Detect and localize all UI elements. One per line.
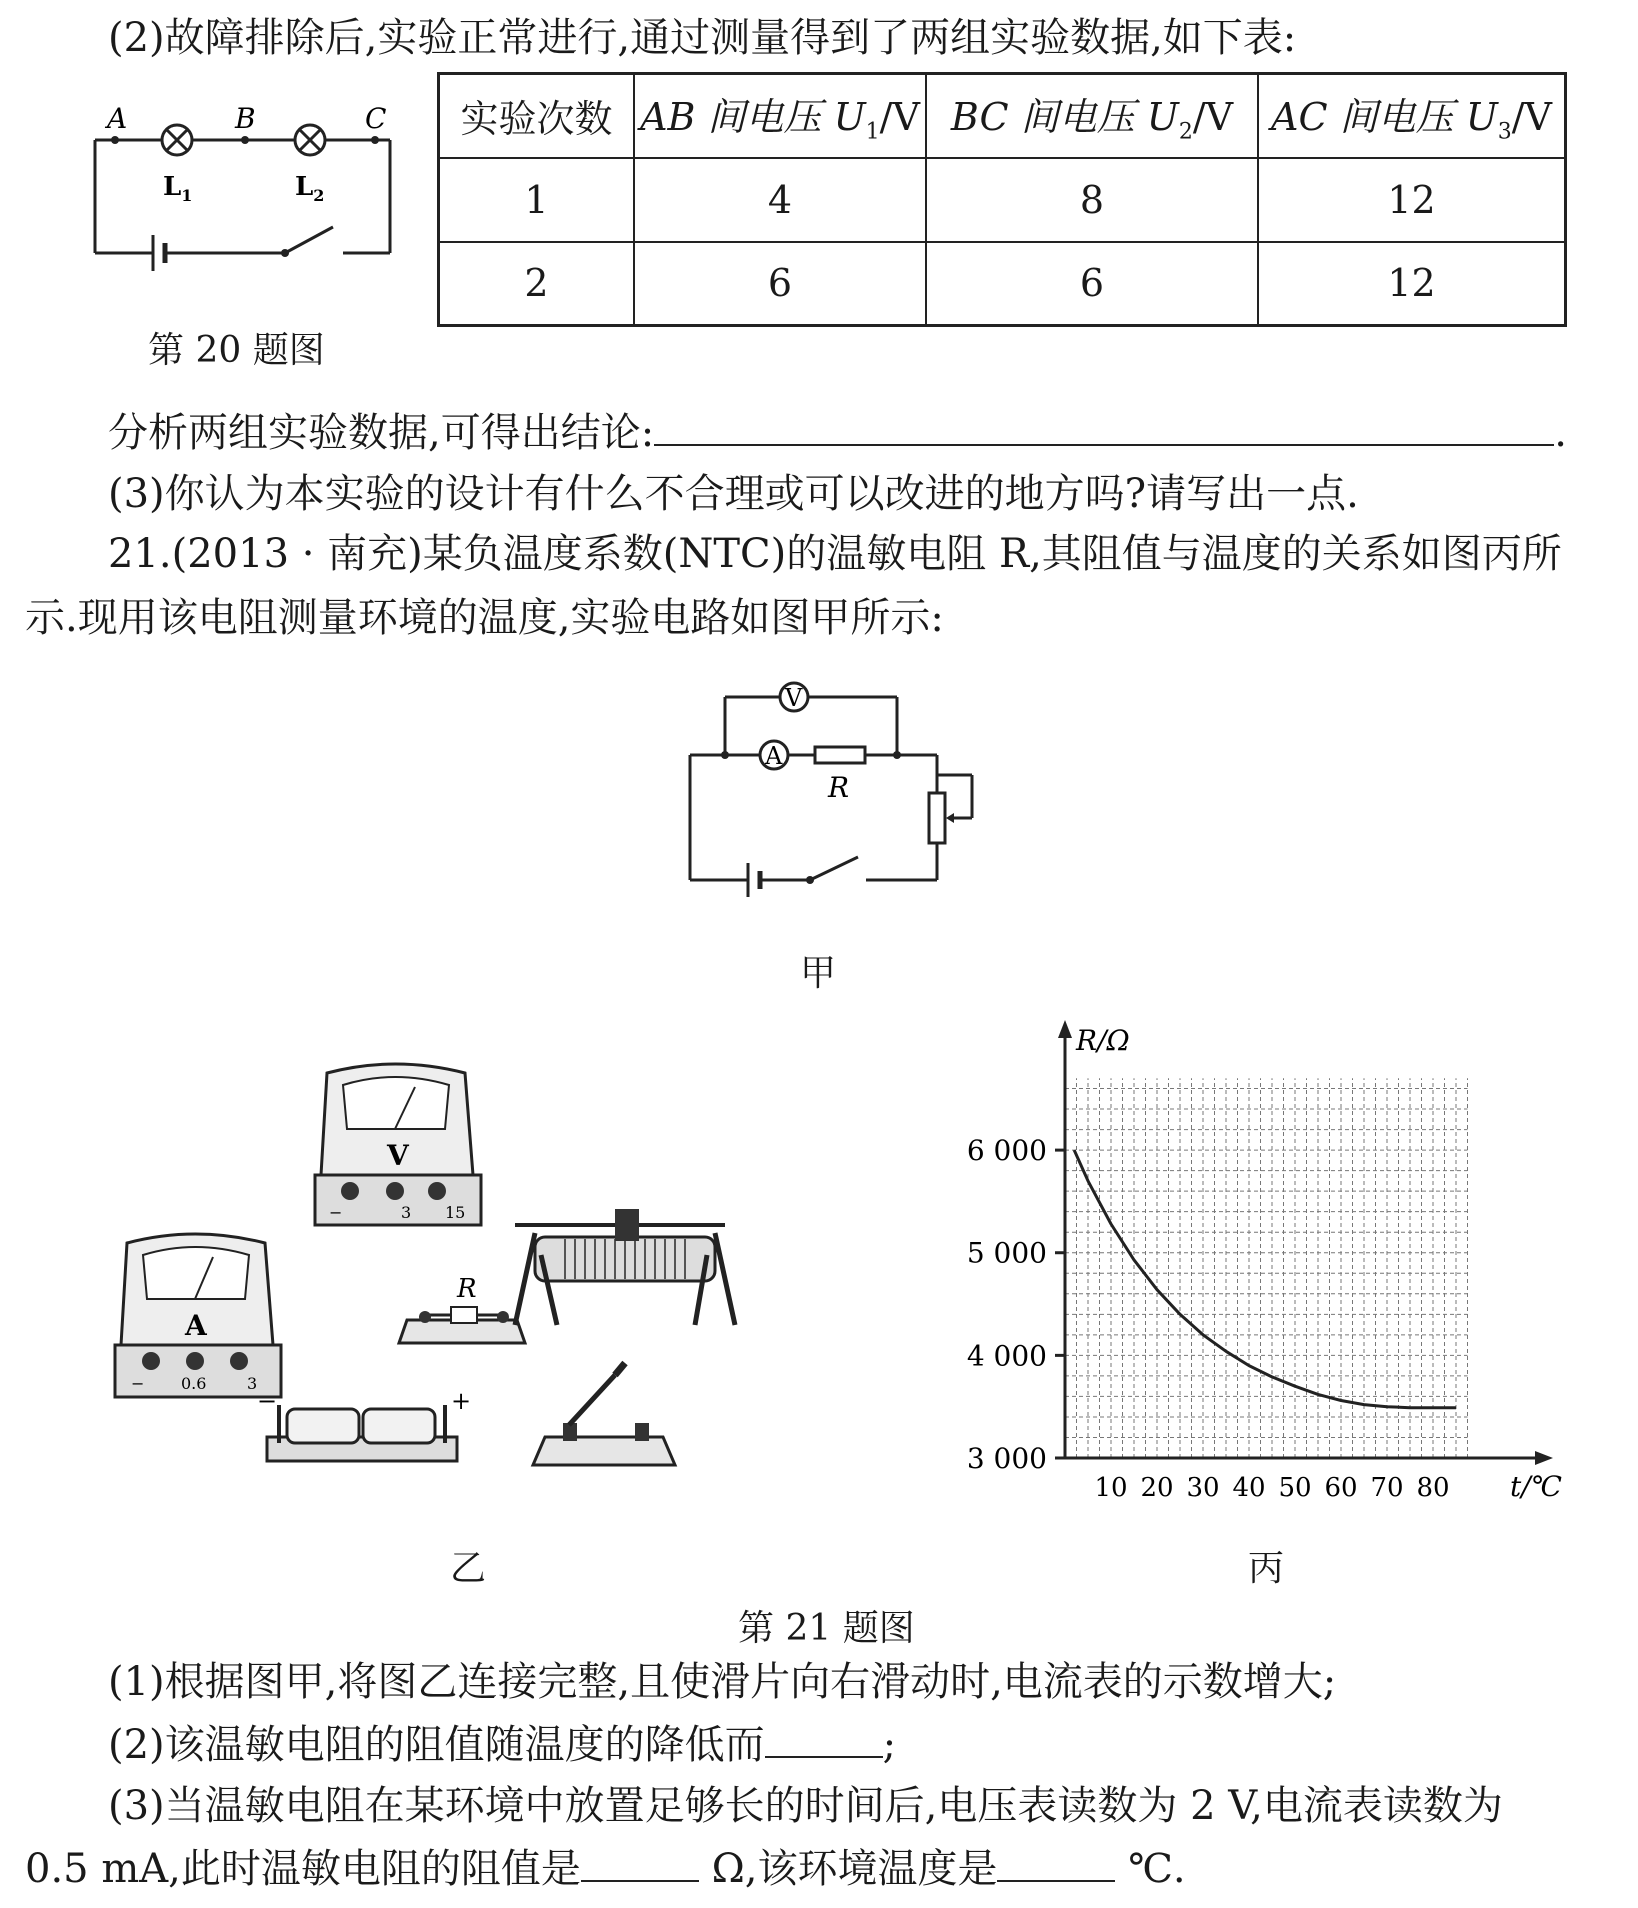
table-header-cell: 实验次数 bbox=[439, 74, 635, 158]
q20-data-table bbox=[437, 72, 1567, 327]
q20-conclusion-blank[interactable] bbox=[654, 408, 1554, 446]
resistor-board-label: R bbox=[457, 1274, 477, 1304]
table-cell: 2 bbox=[439, 242, 635, 326]
chart-x-tick-label: 40 bbox=[1232, 1473, 1266, 1503]
battery-minus-sign: − bbox=[257, 1387, 278, 1415]
table-cell: 6 bbox=[634, 242, 926, 326]
ammeter-terminal-minus: − bbox=[131, 1374, 145, 1393]
chart-y-tick-label: 4 000 bbox=[966, 1339, 1047, 1373]
ammeter-terminal-06: 0.6 bbox=[181, 1374, 207, 1393]
q21-part2-blank[interactable] bbox=[765, 1720, 883, 1758]
voltmeter-terminal-15: 15 bbox=[445, 1203, 466, 1222]
q21-part3-text-a: 0.5 mA,此时温敏电阻的阻值是 bbox=[25, 1846, 581, 1892]
table-cell: 12 bbox=[1258, 242, 1566, 326]
table-cell: 8 bbox=[926, 158, 1258, 242]
voltmeter-device bbox=[315, 1064, 481, 1225]
q21-apparatus-yi bbox=[95, 1025, 855, 1505]
q21-part3-line1: (3)当温敏电阻在某环境中放置足够长的时间后,电压表读数为 2 V,电流表读数为 bbox=[108, 1783, 1503, 1829]
q20-part3: (3)你认为本实验的设计有什么不合理或可以改进的地方吗?请写出一点. bbox=[108, 471, 1359, 517]
q21-part3-text-b: Ω,该环境温度是 bbox=[711, 1846, 998, 1892]
q20-circuit-diagram bbox=[85, 95, 405, 295]
ammeter-device bbox=[115, 1234, 281, 1397]
table-header-row bbox=[439, 74, 1566, 158]
chart-x-tick-label: 30 bbox=[1186, 1473, 1220, 1503]
chart-x-tick-label: 10 bbox=[1094, 1473, 1128, 1503]
q21-temperature-blank[interactable] bbox=[997, 1844, 1115, 1882]
chart-x-tick-label: 80 bbox=[1416, 1473, 1450, 1503]
q21-stem-line1: 21.(2013 · 南充)某负温度系数(NTC)的温敏电阻 R,其阻值与温度的关系如图丙所 bbox=[108, 531, 1562, 577]
ammeter-symbol-label: A bbox=[765, 742, 783, 770]
battery-plus-sign: + bbox=[451, 1387, 472, 1415]
q21-part2-text: (2)该温敏电阻的阻值随温度的降低而 bbox=[108, 1722, 765, 1768]
table-header-cell: AB 间电压 $U_1/V$ bbox=[634, 74, 926, 158]
table-header-cell: AC 间电压 $U_3/V$ bbox=[1258, 74, 1566, 158]
q21-figure-caption: 第 21 题图 bbox=[738, 1608, 915, 1649]
table-cell: 1 bbox=[439, 158, 635, 242]
table-cell: 6 bbox=[926, 242, 1258, 326]
q21-resistance-temperature-chart bbox=[940, 1010, 1580, 1530]
chart-x-axis-arrow bbox=[1535, 1451, 1553, 1465]
point-c-label: C bbox=[365, 102, 387, 135]
resistor-r-label: R bbox=[828, 771, 850, 804]
q21-part2-end: ; bbox=[882, 1722, 897, 1768]
q21-part1: (1)根据图甲,将图乙连接完整,且使滑片向右滑动时,电流表的示数增大; bbox=[108, 1659, 1337, 1705]
chart-x-tick-label: 70 bbox=[1370, 1473, 1404, 1503]
voltmeter-letter: V bbox=[387, 1139, 409, 1172]
q21-part2 bbox=[108, 1720, 896, 1769]
chart-y-axis-label: R/Ω bbox=[1076, 1024, 1130, 1057]
battery-holder bbox=[257, 1387, 471, 1461]
chart-y-tick-label: 3 000 bbox=[966, 1442, 1047, 1475]
chart-x-tick-label: 20 bbox=[1140, 1473, 1174, 1503]
table-row bbox=[439, 158, 1566, 242]
resistor-board bbox=[399, 1274, 525, 1343]
voltmeter-symbol-label: V bbox=[785, 684, 803, 712]
chart-x-tick-label: 50 bbox=[1278, 1473, 1312, 1503]
lamp-l1-label: $L_1$ bbox=[163, 172, 193, 205]
ammeter-letter: A bbox=[185, 1309, 207, 1342]
q21-part3-text-c: ℃. bbox=[1128, 1846, 1186, 1892]
table-row bbox=[439, 242, 1566, 326]
voltmeter-terminal-3: 3 bbox=[401, 1203, 412, 1222]
rheostat-device bbox=[515, 1209, 735, 1325]
chart-y-tick-label: 6 000 bbox=[966, 1134, 1047, 1168]
q20-conclusion-line bbox=[108, 408, 1567, 457]
q21-resistance-blank[interactable] bbox=[581, 1844, 699, 1882]
q20-figure-caption: 第 20 题图 bbox=[148, 330, 325, 371]
chart-x-tick-label: 60 bbox=[1324, 1473, 1358, 1503]
fig-bing-caption: 丙 bbox=[1248, 1548, 1285, 1589]
lamp-l2-label: $L_2$ bbox=[295, 172, 325, 205]
q20-conclusion-end: . bbox=[1554, 410, 1567, 456]
chart-x-axis-label: t/℃ bbox=[1510, 1470, 1563, 1503]
point-b-label: B bbox=[235, 102, 256, 135]
q21-stem-line2: 示.现用该电阻测量环境的温度,实验电路如图甲所示: bbox=[25, 595, 944, 641]
knife-switch bbox=[533, 1363, 675, 1465]
fig-yi-caption: 乙 bbox=[450, 1548, 487, 1589]
fig-jia-caption: 甲 bbox=[800, 953, 837, 994]
table-cell: 4 bbox=[634, 158, 926, 242]
q20-conclusion-prompt: 分析两组实验数据,可得出结论: bbox=[108, 410, 655, 456]
ammeter-terminal-3: 3 bbox=[247, 1374, 258, 1393]
voltmeter-terminal-minus: − bbox=[329, 1203, 343, 1222]
table-cell: 12 bbox=[1258, 158, 1566, 242]
table-header-cell: BC 间电压 $U_2/V$ bbox=[926, 74, 1258, 158]
q20-part2-intro: (2)故障排除后,实验正常进行,通过测量得到了两组实验数据,如下表: bbox=[108, 15, 1297, 61]
point-a-label: A bbox=[107, 102, 128, 135]
q21-part3-line2 bbox=[25, 1844, 1186, 1893]
q21-circuit-jia bbox=[680, 675, 1000, 915]
chart-y-tick-label: 5 000 bbox=[966, 1236, 1047, 1270]
chart-y-axis-arrow bbox=[1058, 1020, 1072, 1038]
